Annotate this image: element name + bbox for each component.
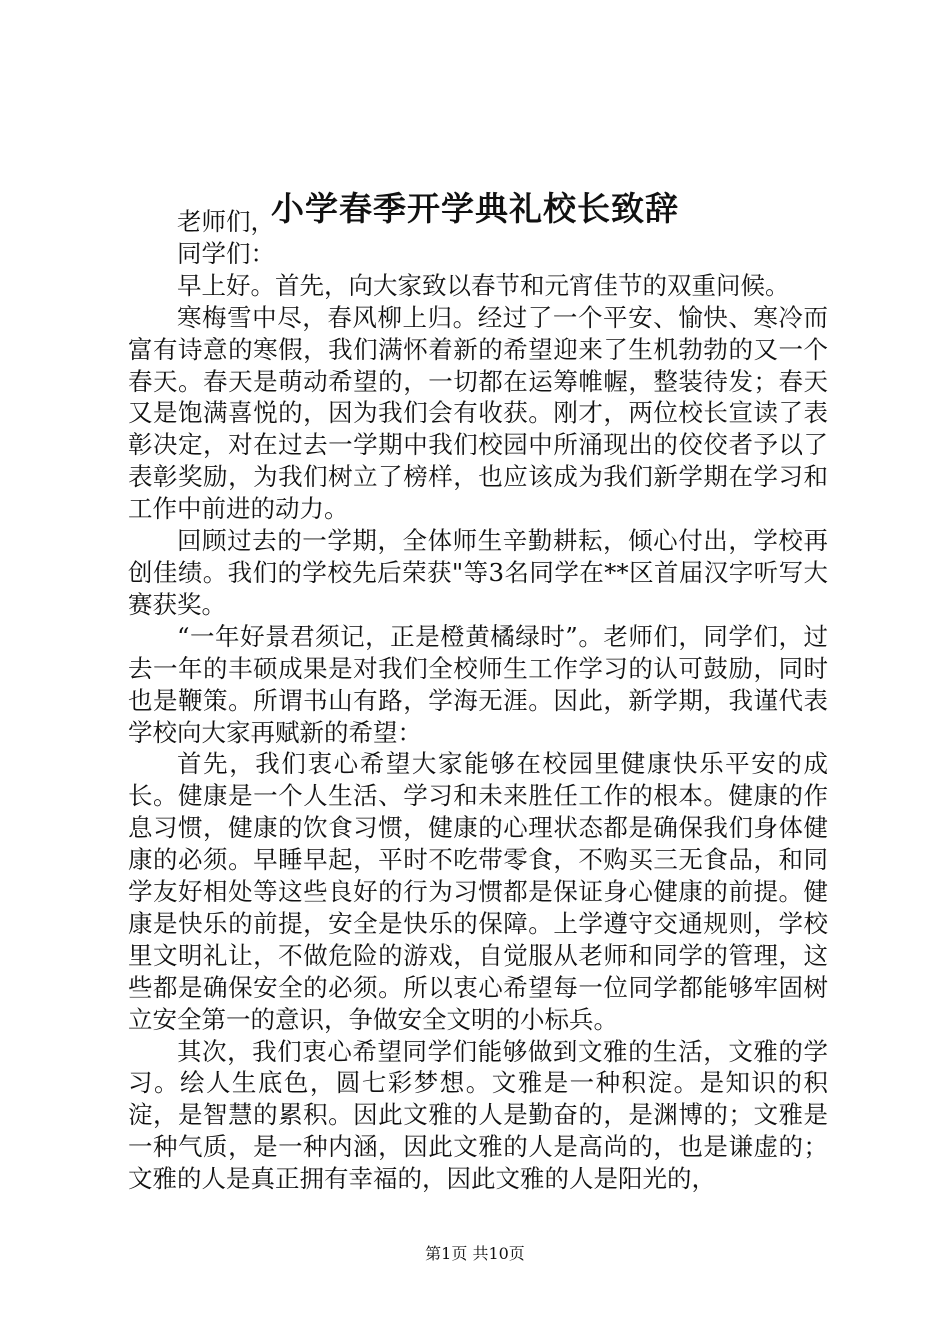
page-number: 第1页 共10页 xyxy=(425,1244,525,1263)
greeting-students: 同学们： xyxy=(177,238,275,268)
paragraph: 寒梅雪中尽，春风柳上归。经过了一个平安、愉快、寒冷而富有诗意的寒假，我们满怀着新的希望迎来了生机勃勃的又一个春天。春天是萌动希望的，一切都在运筹帷幄，整装待发；春天又是饱满喜悦的，因为我们会有收获。刚才，两位校长宣读了表彰决定，对在过去一学期中我们校园中所涌现出的佼佼者予以了表彰奖励，为我们树立了榜样，也应该成为我们新学期在学习和工作中前进的动力。 xyxy=(128,302,828,524)
paragraph: 回顾过去的一学期，全体师生辛勤耕耘，倾心付出，学校再创佳绩。我们的学校先后荣获"等3名同学在**区首届汉字听写大赛获奖。 xyxy=(128,526,828,619)
greeting-teachers: 老师们， xyxy=(177,207,275,236)
document-body xyxy=(128,206,828,1195)
paragraph: 早上好。首先，向大家致以春节和元宵佳节的双重问候。 xyxy=(177,270,790,300)
paragraph: 首先，我们衷心希望大家能够在校园里健康快乐平安的成长。健康是一个人生活、学习和未来胜任工作的根本。健康的作息习惯，健康的饮食习惯，健康的心理状态都是确保我们身体健康的必须。早睡早起，平时不吃带零食，不购买三无食品，和同学友好相处等这些良好的行为习惯都是保证身心健康的前提。健康是快乐的前提，安全是快乐的保障。上学遵守交通规则，学校里文明礼让，不做危险的游戏，自觉服从老师和同学的管理，这些都是确保安全的必须。所以衷心希望每一位同学都能够牢固树立安全第一的意识，争做安全文明的小标兵。 xyxy=(128,749,828,1034)
paragraph: “一年好景君须记，正是橙黄橘绿时”。老师们，同学们，过去一年的丰硕成果是对我们全校师生工作学习的认可鼓励，同时也是鞭策。所谓书山有路，学海无涯。因此，新学期，我谨代表学校向大家再赋新的希望： xyxy=(128,621,828,747)
document-title: 小学春季开学典礼校长致辞 xyxy=(271,189,679,228)
paragraph: 其次，我们衷心希望同学们能够做到文雅的生活，文雅的学习。绘人生底色，圆七彩梦想。文雅是一种积淀。是知识的积淀，是智慧的累积。因此文雅的人是勤奋的，是渊博的；文雅是一种气质，是一种内涵，因此文雅的人是高尚的，也是谦虚的；文雅的人是真正拥有幸福的，因此文雅的人是阳光的， xyxy=(128,1036,828,1194)
